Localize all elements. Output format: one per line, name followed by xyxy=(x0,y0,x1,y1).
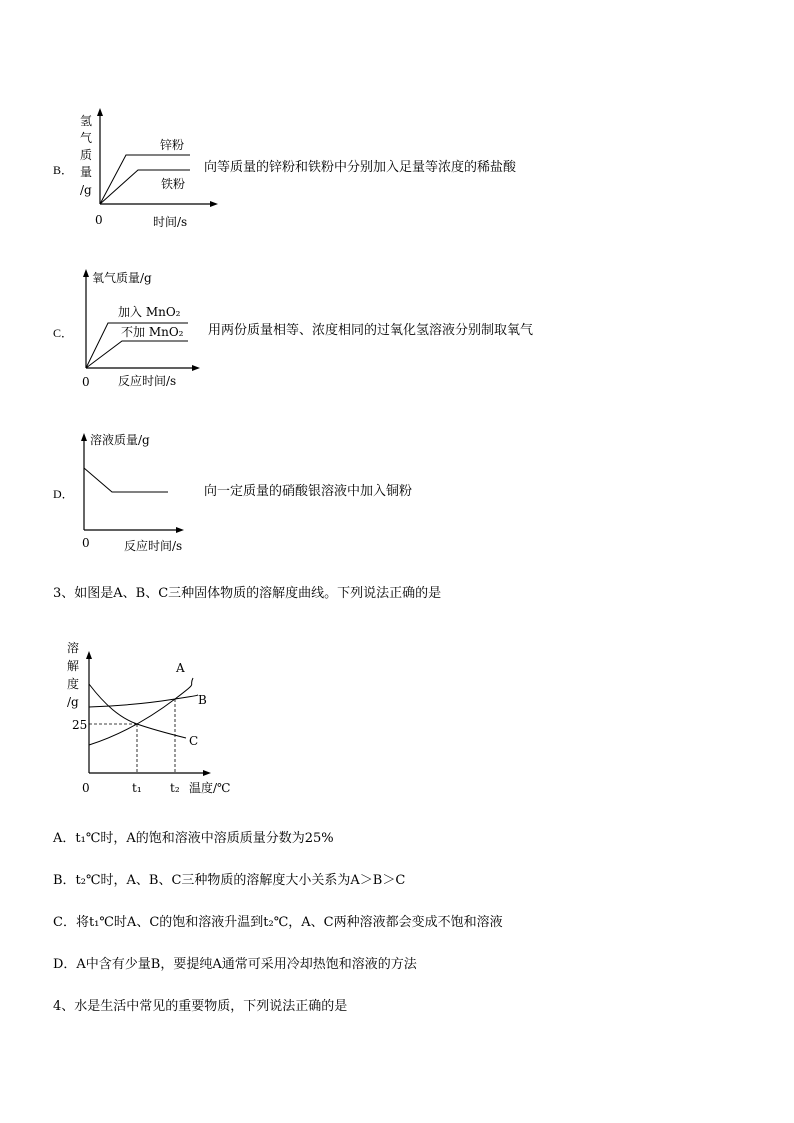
curve-label-c: C xyxy=(189,734,199,748)
question-4-stem: 4、水是生活中常见的重要物质，下列说法正确的是 xyxy=(53,999,348,1014)
chart-ylabel-char: 度 xyxy=(67,677,80,691)
chart-ylabel-char: 解 xyxy=(67,659,80,673)
option-d-origin: 0 xyxy=(82,536,90,550)
option-c-label: C． xyxy=(53,326,74,340)
chart-y-tick-25: 25 xyxy=(72,718,88,732)
q3-choice-d: D．A中含有少量B，要提纯A通常可采用冷却热饱和溶液的方法 xyxy=(53,957,417,972)
option-b-series-iron: 铁粉 xyxy=(161,177,186,191)
option-b-ylabel-char: 质 xyxy=(80,148,93,162)
question-3-stem: 3、如图是A、B、C三种固体物质的溶解度曲线。下列说法正确的是 xyxy=(53,586,442,601)
chart-x-label: 温度/℃ xyxy=(189,781,231,795)
option-c-y-label: 氧气质量/g xyxy=(92,271,152,285)
option-c-series-catalyst: 加入 MnO₂ xyxy=(118,305,181,319)
q3-choice-c: C．将t₁℃时A、C的饱和溶液升温到t₂℃，A、C两种溶液都会变成不饱和溶液 xyxy=(53,915,503,930)
chart-ylabel-char: /g xyxy=(67,695,79,709)
curve-a xyxy=(89,678,193,745)
curve-label-b: B xyxy=(198,693,207,707)
option-b-origin: 0 xyxy=(95,213,103,227)
option-d-text: 向一定质量的硝酸银溶液中加入铜粉 xyxy=(204,484,413,499)
curve-b xyxy=(89,695,198,707)
option-c-series-no-catalyst: 不加 MnO₂ xyxy=(121,325,184,339)
curve-c xyxy=(89,684,186,738)
option-b-text: 向等质量的锌粉和铁粉中分别加入足量等浓度的稀盐酸 xyxy=(204,160,517,175)
option-c-text: 用两份质量相等、浓度相同的过氧化氢溶液分别制取氧气 xyxy=(208,323,534,338)
chart-x-tick-t1: t₁ xyxy=(132,781,142,795)
chart-x-tick-t2: t₂ xyxy=(170,781,180,795)
option-b-ylabel-char: 气 xyxy=(80,131,93,145)
option-d-y-label: 溶液质量/g xyxy=(90,433,150,447)
option-b-ylabel-char: 量 xyxy=(80,165,93,179)
option-c-origin: 0 xyxy=(82,375,90,389)
q3-choice-b: B．t₂℃时，A、B、C三种物质的溶解度大小关系为A＞B＞C xyxy=(53,873,406,888)
option-b-ylabel-char: /g xyxy=(80,183,92,197)
option-d-x-label: 反应时间/s xyxy=(124,539,183,553)
option-c-x-label: 反应时间/s xyxy=(118,374,177,388)
q3-choice-a: A．t₁℃时，A的饱和溶液中溶质质量分数为25% xyxy=(53,831,334,846)
curve-label-a: A xyxy=(176,661,185,675)
option-b-series-zinc: 锌粉 xyxy=(160,138,185,152)
chart-origin: 0 xyxy=(82,781,90,795)
option-d-label: D． xyxy=(53,487,74,501)
option-b-x-label: 时间/s xyxy=(153,215,188,229)
option-b-ylabel-char: 氢 xyxy=(80,114,93,128)
option-b-label: B． xyxy=(53,163,74,177)
chart-ylabel-char: 溶 xyxy=(67,641,80,655)
chart-y-arrow xyxy=(86,651,92,659)
chart-x-arrow xyxy=(203,770,211,776)
